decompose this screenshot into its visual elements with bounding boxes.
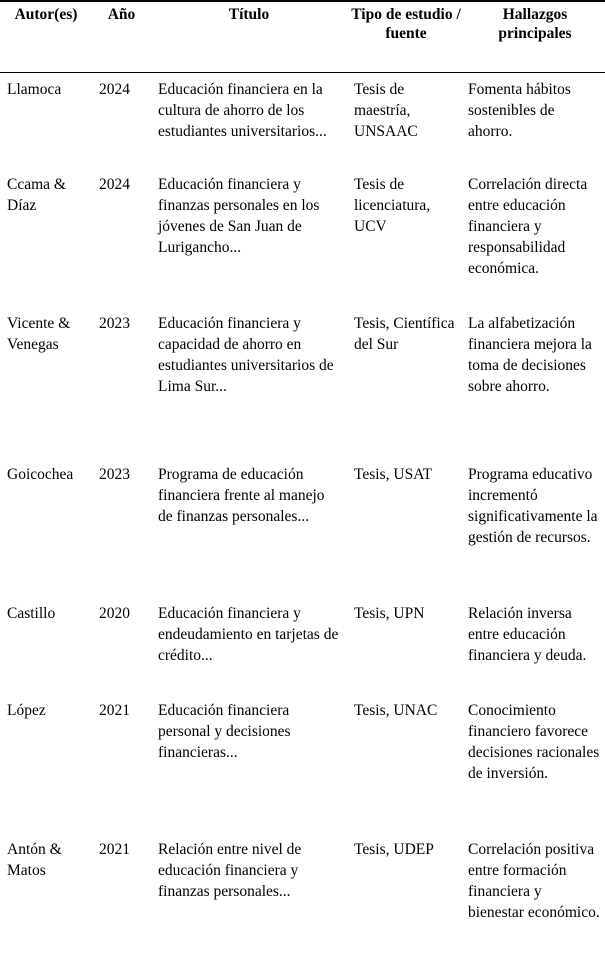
cell-anio: 2024 — [99, 175, 130, 193]
cell-hallazgos: Fomenta hábitos sostenibles de ahorro. — [468, 81, 571, 140]
cell-autor: Ccama & Díaz — [7, 175, 66, 214]
table-row — [0, 694, 605, 833]
table-row — [0, 597, 605, 694]
cell-hallazgos: Correlación directa entre educación financiera y responsabilidad económica. — [468, 175, 588, 277]
cell-titulo: Educación financiera personal y decisiones financieras... — [158, 701, 291, 761]
cell-autor: Vicente & Venegas — [7, 314, 71, 353]
table-row — [0, 458, 605, 597]
cell-tipo: Tesis de licenciatura, UCV — [354, 175, 431, 235]
table-row — [0, 73, 605, 168]
cell-anio: 2023 — [99, 314, 130, 332]
table-row — [0, 833, 605, 973]
header-titulo: Título — [151, 1, 347, 73]
cell-hallazgos: Conocimiento financiero favorece decisiones racionales de inversión. — [468, 701, 600, 782]
cell-titulo: Educación financiera y endeudamiento en tarjetas de crédito... — [158, 604, 339, 664]
cell-titulo: Programa de educación financiera frente al manejo de finanzas personales... — [158, 465, 325, 525]
cell-hallazgos: Correlación positiva entre formación financiera y bienestar económico. — [468, 840, 600, 921]
header-hallazgos: Hallazgos principales — [465, 1, 605, 73]
cell-titulo: Educación financiera y capacidad de ahorro en estudiantes universitarios de Lima Sur... — [158, 314, 334, 395]
header-anio: Año — [92, 1, 151, 73]
cell-autor: Goicochea — [7, 465, 74, 483]
cell-hallazgos: La alfabetización financiera mejora la toma de decisiones sobre ahorro. — [468, 314, 592, 395]
cell-anio: 2021 — [99, 840, 130, 858]
table-row — [0, 168, 605, 307]
cell-tipo: Tesis, USAT — [354, 465, 433, 483]
cell-anio: 2020 — [99, 604, 130, 622]
cell-autor: Castillo — [7, 604, 56, 622]
cell-autor: López — [7, 701, 46, 719]
cell-anio: 2024 — [99, 81, 130, 98]
cell-autor: Antón & Matos — [7, 840, 62, 879]
cell-autor: Llamoca — [7, 81, 62, 98]
cell-titulo: Educación financiera y finanzas personales en los jóvenes de San Juan de Lurigancho... — [158, 175, 320, 256]
cell-titulo: Educación financiera en la cultura de ahorro de los estudiantes universitarios... — [158, 81, 327, 140]
header-tipo: Tipo de estudio / fuente — [347, 1, 465, 73]
cell-anio: 2021 — [99, 701, 130, 719]
cell-hallazgos: Programa educativo incrementó significativamente la gestión de recursos. — [468, 465, 598, 546]
header-autor: Autor(es) — [0, 1, 92, 73]
cell-titulo: Relación entre nivel de educación financiera y finanzas personales... — [158, 840, 302, 900]
table-row — [0, 307, 605, 458]
table-header-row — [0, 1, 605, 73]
cell-anio: 2023 — [99, 465, 130, 483]
cell-tipo: Tesis, UPN — [354, 604, 425, 622]
cell-tipo: Tesis, UNAC — [354, 701, 438, 719]
cell-tipo: Tesis de maestría, UNSAAC — [354, 81, 418, 140]
cell-tipo: Tesis, UDEP — [354, 840, 434, 858]
cell-hallazgos: Relación inversa entre educación financiera y deuda. — [468, 604, 587, 664]
cell-tipo: Tesis, Científica del Sur — [354, 314, 455, 353]
